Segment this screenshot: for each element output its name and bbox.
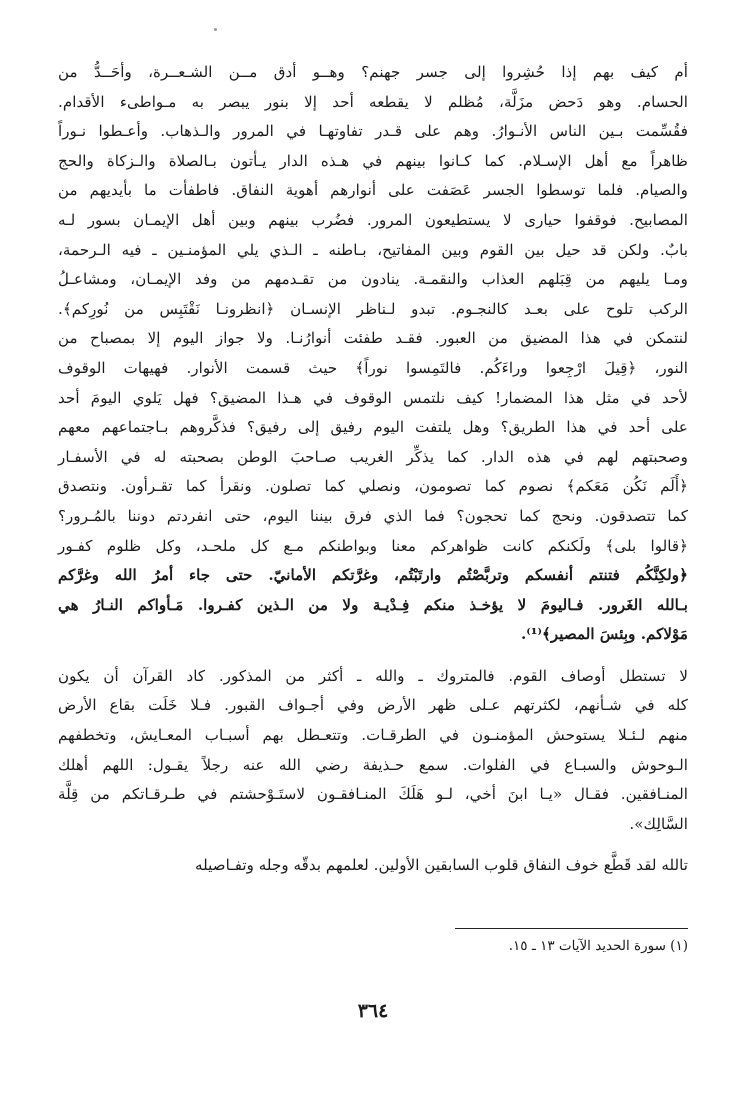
text-line: والصيام. فلما توسطوا الجسر عَصَفت على أنوارهم أهوية النفاق. فاطفأت ما بأيديهم من <box>58 181 688 200</box>
text-line: المنـافقين. فقـال «يـا ابنَ أخي، لـو هَلَكَ المنـافقـون لاستَـوْحشتم في طـرقـاتكم من قِلَّة <box>58 785 688 804</box>
text-line: ظاهراً مع أهل الإسـلام. كما كـانوا بينهم في هـذه الدار يـأتون بـالصلاة والـزكاة والحج <box>58 151 688 170</box>
page-number: ٣٦٤ <box>357 1000 389 1022</box>
text-line: وصحبتهم لهم في هذه الدار. كما يذكِّر الغريب صـاحبَ الوطن بصحبته له في الأسفـار <box>58 447 688 466</box>
text-line: السَّالِك». <box>629 814 688 833</box>
text-line: لنتمكن في هذا المضيق من العبور. فقـد طفئت أنوارُنـا. ولا جواز اليوم إلا بمصباح من <box>58 329 688 348</box>
text-line: كله في شـأنهم، لكثرتهم عـلى ظهر الأرض وفي أجـواف القبور. فـلا خَلَت بقاع الأرض <box>58 696 688 715</box>
text-line: لأحد في مثل هذا المضمار! كيف نلتمس الوقوف في هـذا المضيق؟ فهل يَلوي اليومَ أحد <box>58 388 688 407</box>
text-line: على أحد في هذا الطريق؟ وهل يلتفت اليوم رفيق إلى رفيق؟ فذكَّروهم بـاجتماعهم معهم <box>58 418 688 437</box>
text-line: تالله لقد قَطَّع خوف النفاق قلوب السابقين الأولين. لعلمهم بدقّه وجله وتفـاصيله <box>194 856 688 875</box>
paragraph-3 <box>58 851 688 881</box>
text-line: ومـا يليهم من قِبَلهم العذاب والنقمـة. ينادون من تقـدمهم من وفد الإيمـان، ومشاعـلُ <box>58 270 688 289</box>
scan-speck <box>214 28 217 31</box>
text-line: المصابيح. فوقفوا حيارى لا يستطيعون المرور. فضُرب بينهم وبين أهل الإيمـان بسور لـه <box>58 210 688 229</box>
text-line: منهم لـئـلا يستوحش المؤمنـون في الطرقـات. وتتعـطل بهم أسبـاب المعـايش، وتخطفهم <box>58 726 688 745</box>
text-line: لا تستطل أوصاف القوم. فالمتروك ـ والله ـ أكثر من المذكور. كاد القرآن أن يكون <box>58 666 688 685</box>
text-line: النور، ﴿قِيلَ ارْجِعوا وراءَكُم. فالتَمِسوا نوراً﴾ حيث قسمت الأنوار. فهيهات الوقوف <box>58 358 688 377</box>
text-line: الركب تلوح على بعـد كالنجـوم. تبدو لـناظر الإنسـان ﴿انظرونـا نَقْتَبِس من نُورِكم﴾. <box>58 299 688 318</box>
text-line: بابٌ. ولكن قد حيل بين القوم وبين المفاتيح، بـاطنه ـ الـذي يلي المؤمنـين ـ فيه الـرحمة، <box>58 240 688 259</box>
text-line: ﴿قالوا بلى﴾ ولَكنكم كانت ظواهركم معنا وبواطنكم مـع كل ملحـد، وكل ظلوم كفـور <box>58 536 688 555</box>
text-line: ﴿أَلَم نَكُن مَعَكم﴾ نصوم كما تصومون، ونصلي كما تصلون. ونقرأ كما تقـرأون. ونتصدق <box>58 477 688 496</box>
text-line: فقُسِّمت بـين الناس الأنـوارُ. وهم على قـدر تفاوتهـا في المرور والـذهاب. وأعـطوا نـوراً <box>58 122 688 141</box>
footnote-separator <box>455 928 688 929</box>
paragraph-2 <box>58 662 688 840</box>
text-line: كما تتصدقون. ونحج كما تحجون؟ فما الذي فرق بيننا اليوم، حتى انفردتم دوننا بالمُـرور؟ <box>58 506 688 525</box>
quran-verse-line: ﴿ولكِنَّكُم فتنتم أنفسكم وتربَّصْتُم وارتَبْتُم، وغرَّتكم الأمانيّ. حتى جاء أمرُ الله وغرَّكم <box>58 566 688 585</box>
footnote: (١) سورة الحديد الآيات ١٣ ـ ١٥. <box>508 938 688 954</box>
quran-verse-line: مَوْلاكم. وبِئسَ المصير﴾⁽¹⁾. <box>520 625 688 644</box>
text-line: الـوحوش والسبـاع في الفلوات. سمع حـذيفة رضي الله عنه رجلاً يقـول: اللهم أهلك <box>58 755 688 774</box>
text-line: أم كيف بهم إذا حُشِروا إلى جسر جهنم؟ وهــو أدق مــن الشـعــرة، وأحَــدُّ من <box>58 63 688 81</box>
text-line: الحسام. وهو دَحض مزَلَّة، مُظلم لا يقطعه أحد إلا بنور يبصر به مـواطىء الأقدام. <box>58 92 688 111</box>
paragraph-1 <box>58 58 688 650</box>
quran-verse-line: بـالله الغَرور. فـاليومَ لا يؤخـذ منكم فِـدْيـة ولا من الـذين كفـروا. مَـأواكم النـارُ هي <box>58 595 688 614</box>
page-body <box>58 58 688 881</box>
